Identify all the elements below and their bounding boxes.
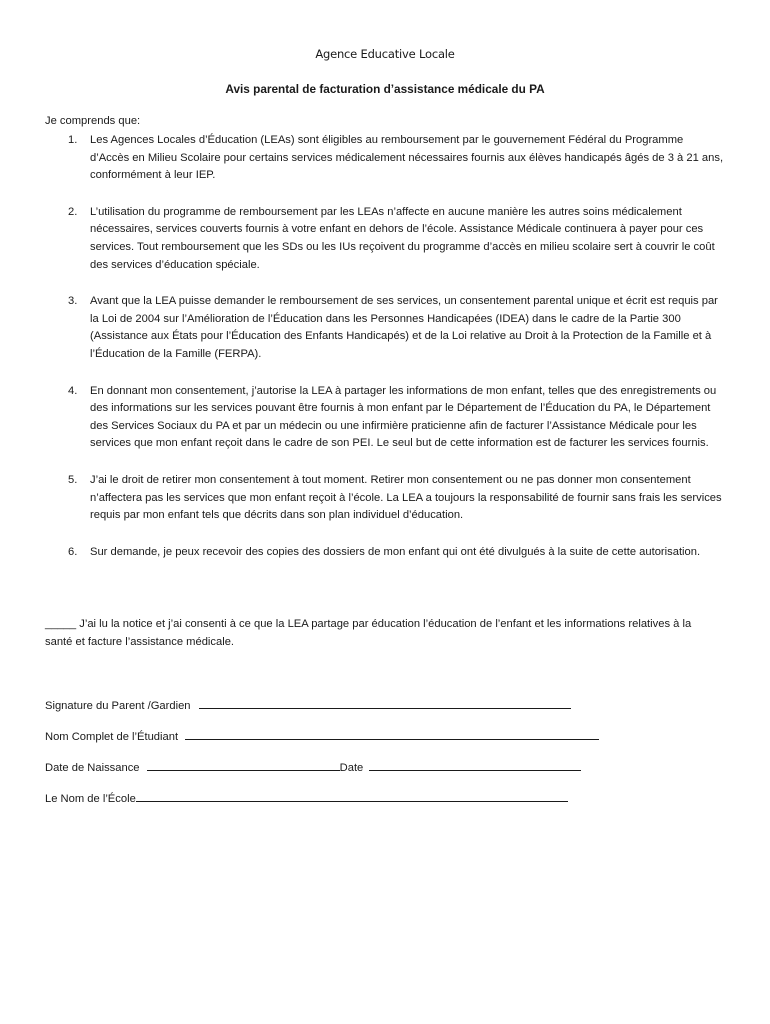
date-label: Date [339, 762, 364, 774]
school-name-field [45, 790, 568, 805]
date-line[interactable] [369, 759, 581, 771]
signature-label: Signature du Parent /Gardien [45, 700, 191, 712]
list-item-text: Sur demande, je peux recevoir des copies des dossiers de mon enfant qui ont été divulgués à la suite de cette autorisation. [90, 545, 701, 558]
list-item [45, 472, 725, 525]
list-item-number: 5. [68, 473, 78, 486]
student-name-line[interactable] [185, 728, 599, 740]
list-item-text: Avant que la LEA puisse demander le remboursement de ses services, un consentement parental unique et écrit est requis par la Loi de 2004 sur l’Amélioration de l’Éducation dans les Personnes Handicapées (IDEA) dans le cadre de la Partie 300 (Assistance aux États pour l’Éducation des Enfants Handicapés) et de la Loi relative au Droit à la Protection de la Famille et à l’Éducation de la Famille (FERPA). [90, 295, 718, 360]
birth-date-line[interactable] [147, 759, 340, 771]
birth-date-field [45, 759, 581, 774]
list-item-number: 3. [68, 295, 78, 308]
birth-date-label: Date de Naissance [45, 762, 140, 774]
student-name-field [45, 728, 599, 743]
list-item-text: J’ai le droit de retirer mon consentement à tout moment. Retirer mon consentement ou ne pas donner mon consentement n’affectera pas les services que mon enfant reçoit à l’école. La LEA a toujours la responsabilité de fournir sans frais les services requis par mon enfant tels que décrits dans son plan individuel d’éducation. [90, 473, 722, 522]
intro-text: Je comprends que: [45, 115, 141, 127]
acknowledgement-text: J’ai lu la notice et j’ai consenti à ce que la LEA partage par éducation l’éducation de l’enfant et les informations relatives à la santé et facture l’assistance médicale. [45, 618, 692, 648]
list-item-number: 4. [68, 384, 78, 397]
list-item [45, 383, 725, 453]
list-item [45, 293, 725, 363]
list-item-number: 6. [68, 545, 78, 558]
list-item-text: Les Agences Locales d’Éducation (LEAs) sont éligibles au remboursement par le gouvernement Fédéral du Programme d’Accès en Milieu Scolaire pour certains services médicalement nécessaires fournis aux élèves handicapés âgés de 3 à 21 ans, conformément à leur IEP. [90, 134, 724, 182]
student-name-label: Nom Complet de l’Étudiant [45, 731, 179, 743]
school-name-line[interactable] [136, 790, 568, 802]
list-item-number: 2. [68, 205, 78, 218]
list-item [45, 544, 725, 562]
signature-line[interactable] [199, 697, 571, 709]
school-name-label: Le Nom de l’École [45, 793, 136, 805]
signature-field [45, 697, 571, 712]
document-title: Avis parental de facturation d’assistance médicale du PA [225, 82, 545, 96]
list-item-number: 1. [68, 134, 78, 146]
list-item-text: L’utilisation du programme de remboursement par les LEAs n’affecte en aucune manière les autres soins médicalement nécessaires, services couverts fournis à votre enfant en dehors de l’école. Assistance Médicale continuera à payer pour ces services. Tout remboursement que les SDs ou les IUs reçoivent du programme d’accès en milieu scolaire sert à couvrir le coût des services d’éducation spéciale. [90, 205, 715, 271]
agency-name: Agence Educative Locale [315, 47, 455, 61]
list-item [45, 204, 725, 274]
list-item-text: En donnant mon consentement, j’autorise la LEA à partager les informations de mon enfant, telles que des enregistrements ou des informations sur les services pouvant être fournis à mon enfant par le Département de l’Éducation du PA, le Département des Services Sociaux du PA et par un médecin ou une infirmière praticienne afin de facturer l’Assistance Médicale pour les services que mon enfant reçoit dans le cadre de son PEI. Le seul but de cette information est de facturer les services fournis. [90, 384, 717, 450]
initials-blank[interactable]: _____ [45, 618, 77, 630]
list-item [45, 132, 725, 185]
consent-acknowledgement [45, 616, 715, 651]
conditions-list [45, 132, 725, 580]
